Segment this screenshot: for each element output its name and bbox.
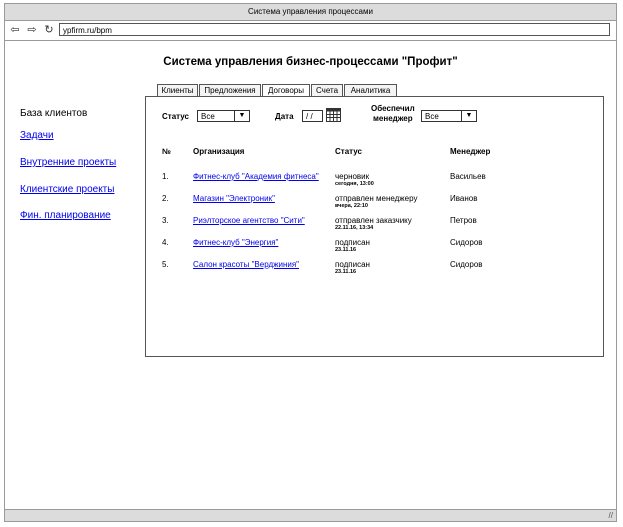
tab-proposals[interactable]: Предложения — [199, 84, 261, 96]
row-status-date: 23.11.16 — [335, 269, 357, 275]
status-filter-select[interactable] — [197, 110, 250, 122]
sidebar-link-tasks[interactable]: Задачи — [20, 130, 54, 141]
organization-link[interactable]: Риэлторское агентство "Сити" — [193, 216, 305, 225]
row-manager: Сидоров — [450, 238, 483, 247]
manager-filter-label-line1: Обеспечил — [371, 104, 415, 113]
status-filter-label: Статус — [162, 112, 189, 121]
contracts-panel — [145, 96, 604, 357]
sidebar-link-internal-projects[interactable]: Внутренние проекты — [20, 157, 117, 168]
row-manager: Петров — [450, 216, 477, 225]
organization-link[interactable]: Фитнес-клуб "Энергия" — [193, 238, 279, 247]
reload-icon[interactable]: ↻ — [44, 24, 54, 36]
col-header-number: № — [162, 147, 171, 156]
manager-filter-select[interactable] — [421, 110, 477, 122]
manager-filter-label — [371, 104, 415, 124]
tab-contracts[interactable]: Договоры — [262, 84, 310, 97]
col-header-manager: Менеджер — [450, 147, 491, 156]
sidebar-link-client-projects[interactable]: Клиентские проекты — [20, 184, 115, 195]
sidebar-link-fin-planning[interactable]: Фин. планирование — [20, 210, 111, 221]
row-status: отправлен менеджеру — [335, 194, 418, 203]
calendar-icon[interactable] — [326, 108, 341, 124]
sidebar-item-clients-base: База клиентов — [20, 108, 88, 119]
back-arrow-icon[interactable]: ⇦ — [10, 24, 20, 36]
status-filter-value: Все — [201, 112, 215, 121]
row-status: подписан — [335, 238, 370, 247]
window-title: Система управления процессами — [248, 7, 373, 16]
resize-grip-icon[interactable]: // — [608, 511, 613, 520]
manager-filter-value: Все — [425, 112, 439, 121]
row-status: отправлен заказчику — [335, 216, 412, 225]
row-manager: Иванов — [450, 194, 478, 203]
organization-link[interactable]: Магазин "Электроник" — [193, 194, 275, 203]
manager-filter-label-line2: менеджер — [373, 114, 413, 123]
row-number: 3. — [162, 216, 169, 225]
window-titlebar — [5, 4, 616, 21]
tab-invoices[interactable]: Счета — [311, 84, 343, 96]
tab-clients[interactable]: Клиенты — [157, 84, 198, 96]
row-number: 1. — [162, 172, 169, 181]
row-status-date: вчера, 22:10 — [335, 203, 368, 209]
row-manager: Сидоров — [450, 260, 483, 269]
tab-analytics[interactable]: Аналитика — [344, 84, 397, 96]
forward-arrow-icon[interactable]: ⇨ — [27, 24, 37, 36]
browser-window — [4, 3, 617, 522]
col-header-organization: Организация — [193, 147, 245, 156]
row-number: 5. — [162, 260, 169, 269]
row-manager: Васильев — [450, 172, 486, 181]
date-input[interactable]: / / — [302, 110, 323, 122]
window-statusbar — [5, 509, 616, 521]
chevron-down-icon: ▼ — [234, 111, 249, 121]
col-header-status: Статус — [335, 147, 362, 156]
row-number: 2. — [162, 194, 169, 203]
organization-link[interactable]: Салон красоты "Верджиния" — [193, 260, 299, 269]
row-status: черновик — [335, 172, 370, 181]
organization-link[interactable]: Фитнес-клуб "Академия фитнеса" — [193, 172, 319, 181]
row-status-date: сегодня, 13:00 — [335, 181, 374, 187]
page-title: Система управления бизнес-процессами "Профит" — [163, 56, 458, 68]
date-filter-label: Дата — [275, 112, 294, 121]
browser-navbar — [5, 21, 616, 41]
url-input[interactable]: ypfirm.ru/bpm — [59, 23, 610, 36]
row-status: подписан — [335, 260, 370, 269]
chevron-down-icon: ▼ — [461, 111, 476, 121]
row-status-date: 22.11.16, 13:34 — [335, 225, 374, 231]
row-status-date: 23.11.16 — [335, 247, 357, 253]
row-number: 4. — [162, 238, 169, 247]
